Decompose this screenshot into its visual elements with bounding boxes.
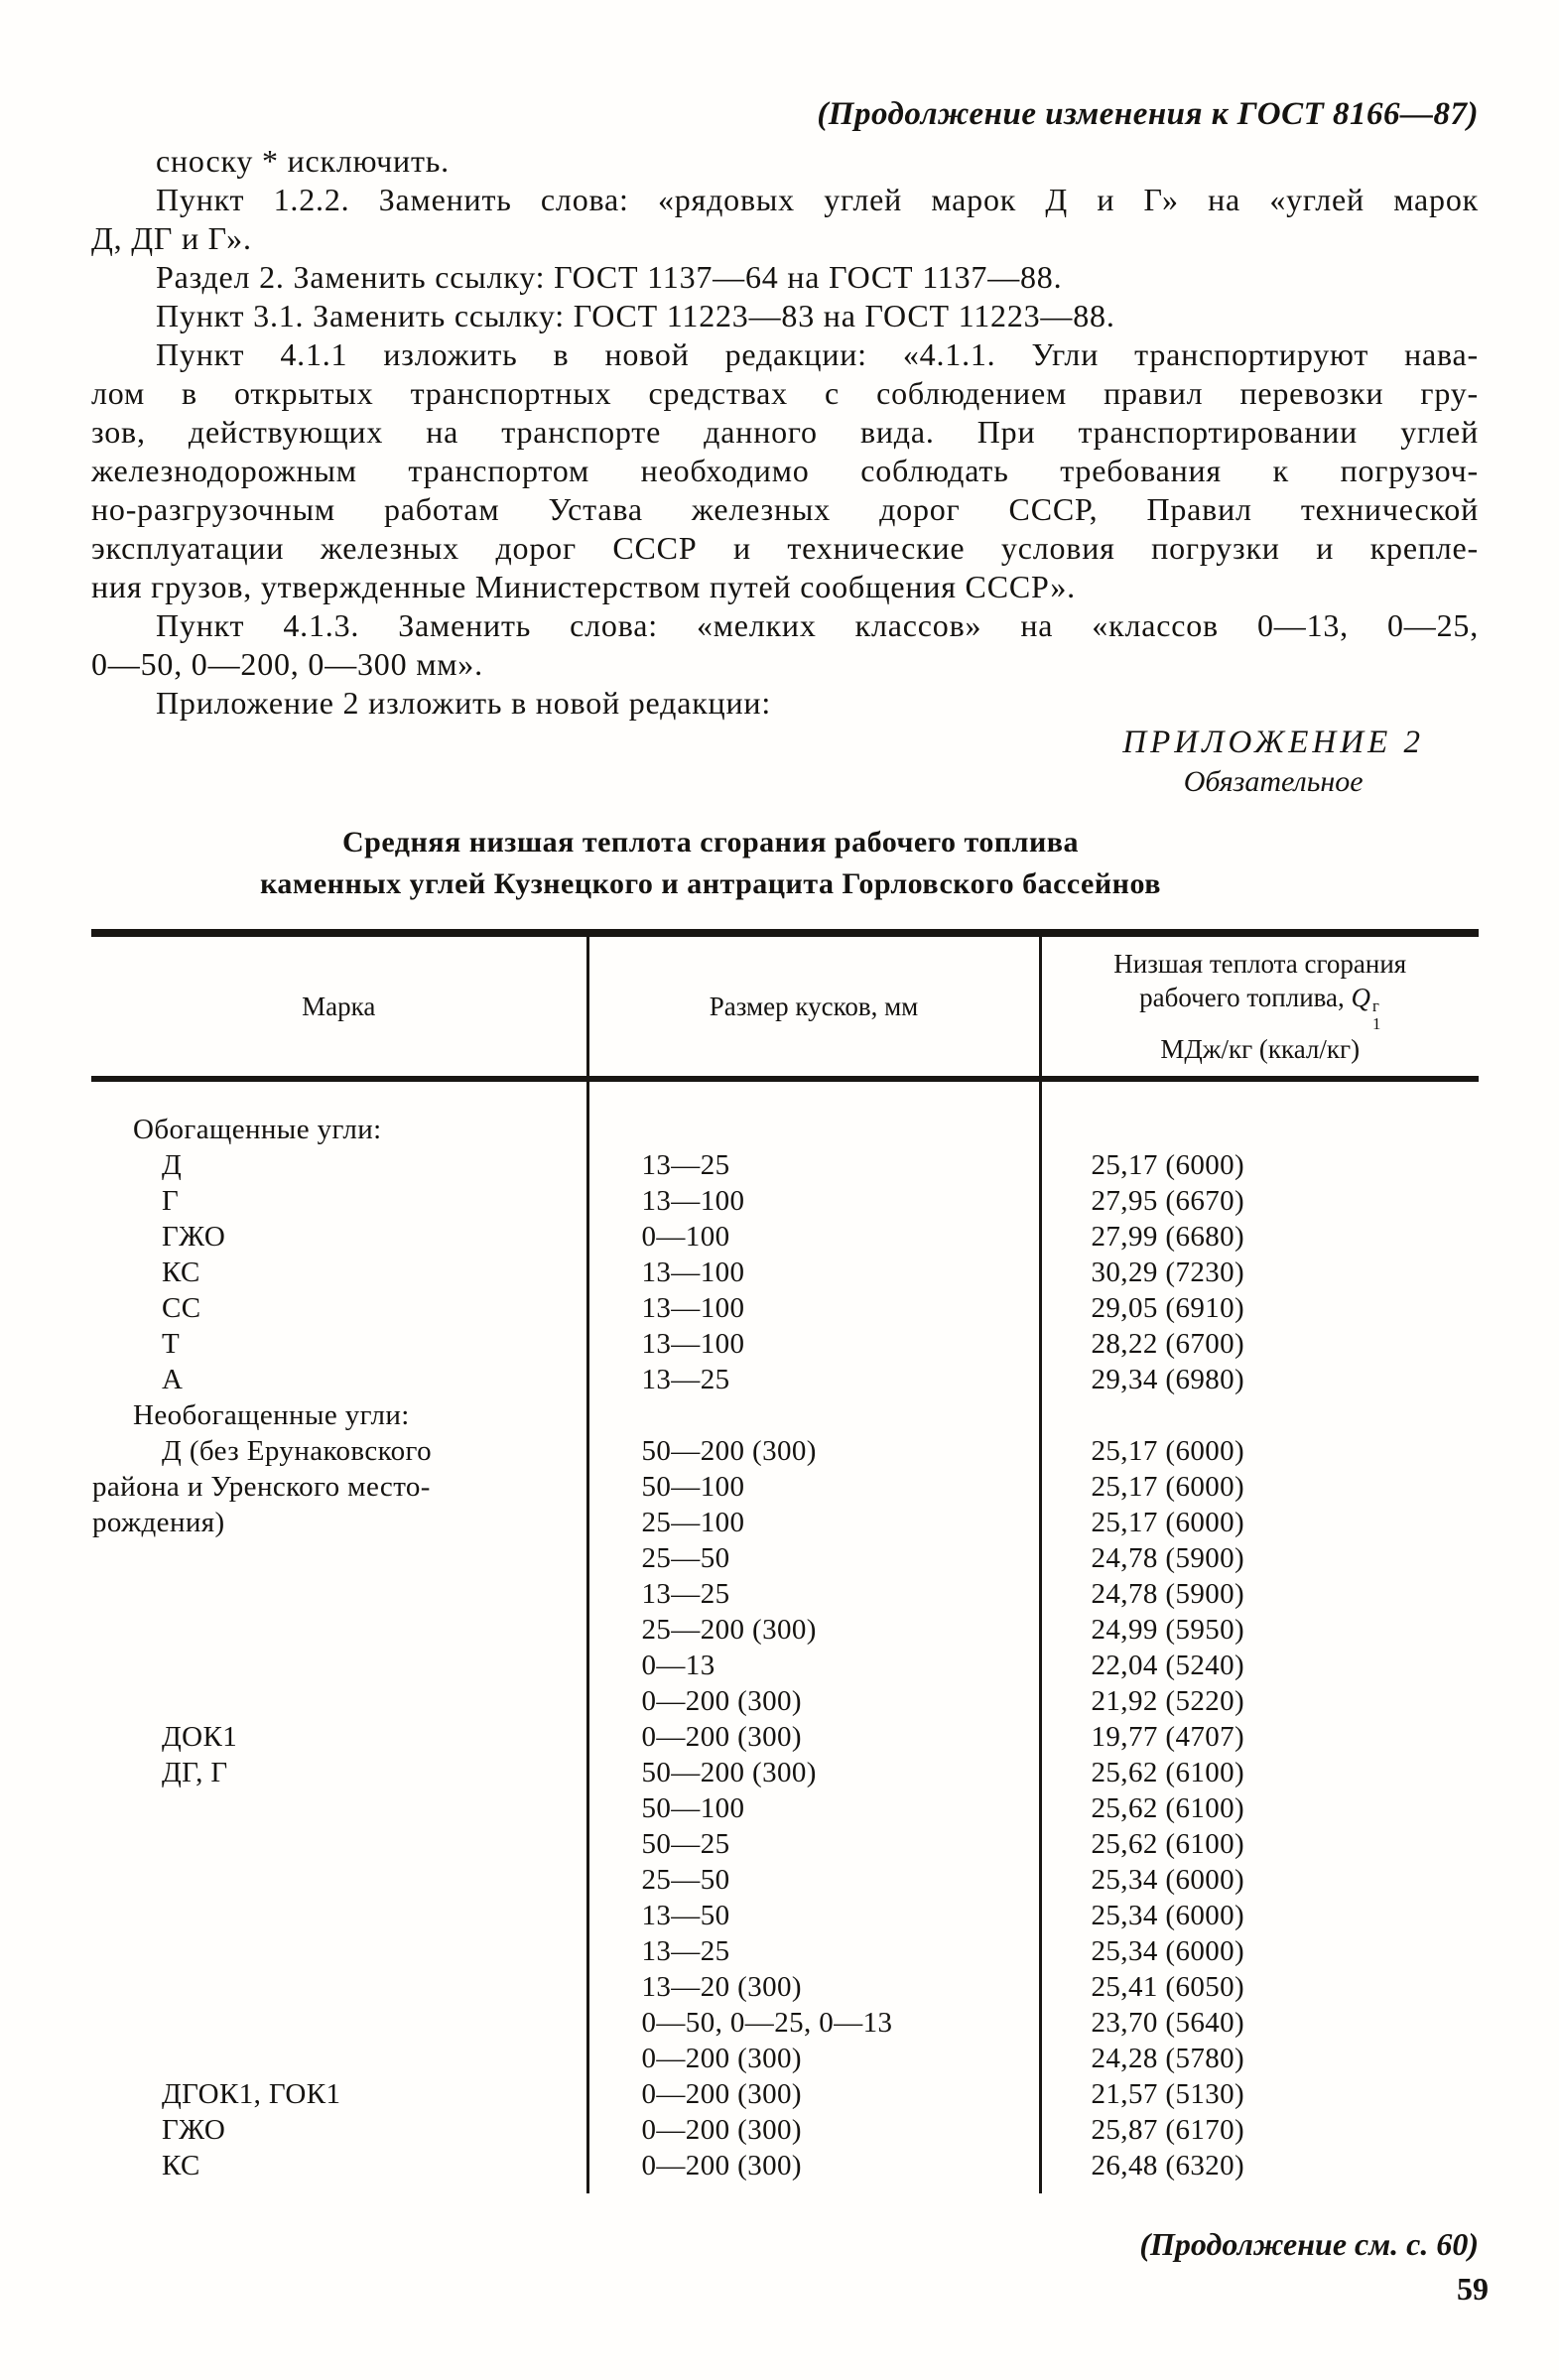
cell-size: 0—200 (300) [587,2041,1040,2076]
cell-heat-value: 21,57 (5130) [1091,2078,1245,2110]
paragraph [91,606,1479,684]
table-title [91,822,1479,905]
cell-size: 0—200 (300) [587,2076,1040,2112]
column-header-size: Размер кусков, мм [587,933,1040,1079]
paragraph-line: Д, ДГ и Г». [91,220,252,256]
continuation-footer: (Продолжение см. с. 60) [1139,2226,1479,2262]
paragraph [91,142,1479,181]
cell-mark [91,2041,587,2076]
cell-size: 50—100 [587,1790,1040,1826]
heat-header-line1: Низшая теплота сгорания [1113,948,1407,979]
table-row [91,1683,1479,1719]
table-row [91,1183,1479,1219]
cell-size: 25—50 [587,1862,1040,1898]
cell-mark: КС [91,2148,587,2183]
paragraph-line: Пункт 4.1.3. Заменить слова: «мелких классов» на «классов 0—13, 0—25, [156,607,1479,643]
cell-heat-value: 24,99 (5950) [1091,1614,1245,1646]
cell-mark: КС [91,1255,587,1290]
page-number: 59 [1457,2271,1489,2307]
cell-heat-value: 25,62 (6100) [1091,1792,1245,1824]
cell-mark [91,1683,587,1719]
appendix-block [1122,723,1424,800]
cell-size: 13—20 (300) [587,1969,1040,2005]
paragraph-line: лом в открытых транспортных средствах с соблюдением правил перевозки гру- [91,375,1479,411]
table-row [91,1790,1479,1826]
paragraph-line: ния грузов, утвержденные Министерством путей сообщения СССР». [91,569,1076,604]
table-title-line2: каменных углей Кузнецкого и антрацита Горловского бассейнов [260,867,1161,900]
paragraph-line: Пункт 1.2.2. Заменить слова: «рядовых углей марок Д и Г» на «углей марок [156,182,1479,217]
paragraph-line: сноску * исключить. [156,143,450,179]
cell-size: 0—200 (300) [587,1683,1040,1719]
cell-heat-value: 25,62 (6100) [1091,1757,1245,1788]
paragraph [91,297,1479,335]
q-subscript: 1 [1372,1013,1381,1033]
cell-heat-value: 23,70 (5640) [1091,2007,1245,2039]
cell-size: 13—25 [587,1362,1040,1397]
cell-mark: Т [91,1326,587,1362]
table-row [91,2148,1479,2183]
table-row [91,1648,1479,1683]
cell-heat-value: 22,04 (5240) [1091,1650,1245,1681]
heat-header-line2 [1054,981,1468,1033]
cell-size: 0—50, 0—25, 0—13 [587,2005,1040,2041]
cell-size: 13—100 [587,1326,1040,1362]
cell-heat-value: 21,92 (5220) [1091,1685,1245,1717]
table-row [91,1612,1479,1648]
cell-size: 13—25 [587,1933,1040,1969]
cell-mark [91,1898,587,1933]
cell-size: 0—13 [587,1648,1040,1683]
cell-mark [91,1612,587,1648]
table-row [91,1933,1479,1969]
table-row [91,1433,1479,1469]
paragraph-line: Приложение 2 изложить в новой редакции: [156,685,772,721]
q-superscript: г [1372,996,1379,1016]
cell-heat-value: 26,48 (6320) [1091,2150,1245,2182]
cell-heat-value: 25,17 (6000) [1091,1149,1245,1181]
cell-heat-value: 25,34 (6000) [1091,1864,1245,1896]
table-row [91,1469,1479,1505]
cell-size: 50—200 (300) [587,1755,1040,1790]
cell-mark [91,1648,587,1683]
cell-size: 13—25 [587,1147,1040,1183]
q-symbol: Q [1351,982,1371,1012]
cell-mark: рождения) [91,1505,587,1540]
cell-heat-value: 25,34 (6000) [1091,1900,1245,1931]
heat-header-line2-text: рабочего топлива, [1139,982,1352,1012]
cell-mark: ГЖО [91,1219,587,1255]
cell-mark [91,1540,587,1576]
cell-mark: А [91,1362,587,1397]
table-row [91,2112,1479,2148]
table-row [91,1219,1479,1255]
table-row [91,1326,1479,1362]
cell-mark [91,1826,587,1862]
cell-mark: ГЖО [91,2112,587,2148]
cell-mark [91,1790,587,1826]
cell-mark [91,1933,587,1969]
table-row [91,1826,1479,1862]
cell-heat-value: 24,78 (5900) [1091,1578,1245,1610]
cell-mark [91,1862,587,1898]
cell-heat-value: 29,05 (6910) [1091,1292,1245,1324]
cell-mark: Г [91,1183,587,1219]
cell-size [587,1397,1040,1433]
paragraph-line: Пункт 4.1.1 изложить в новой редакции: «4.1.1. Угли транспортируют нава- [156,336,1479,372]
cell-mark: СС [91,1290,587,1326]
body-paragraphs [91,142,1479,723]
cell-heat-value: 25,17 (6000) [1091,1507,1245,1538]
cell-mark: Д (без Ерунаковского [91,1433,587,1469]
cell-mark [91,2005,587,2041]
paragraph [91,181,1479,258]
cell-size: 13—25 [587,1576,1040,1612]
cell-size: 25—50 [587,1540,1040,1576]
cell-size: 0—200 (300) [587,2148,1040,2183]
cell-size: 13—50 [587,1898,1040,1933]
cell-heat-value: 25,17 (6000) [1091,1471,1245,1503]
cell-mark: Д [91,1147,587,1183]
table-row [91,1147,1479,1183]
cell-mark [91,1969,587,2005]
cell-heat-value: 24,78 (5900) [1091,1542,1245,1574]
cell-heat-value: 25,17 (6000) [1091,1435,1245,1467]
cell-heat-value: 28,22 (6700) [1091,1328,1245,1360]
cell-heat-value: 25,87 (6170) [1091,2114,1245,2146]
heat-header-line3: МДж/кг (ккал/кг) [1160,1034,1361,1065]
table-row [91,2076,1479,2112]
table-row [91,2041,1479,2076]
cell-heat-value: 29,34 (6980) [1091,1364,1245,1395]
cell-mark: Необогащенные угли: [91,1397,587,1433]
cell-mark: ДГ, Г [91,1755,587,1790]
paragraph-line: эксплуатации железных дорог СССР и технические условия погрузки и крепле- [91,530,1479,566]
table-row [91,2005,1479,2041]
cell-heat-value: 19,77 (4707) [1091,1721,1245,1753]
cell-mark: Обогащенные угли: [91,1079,587,1147]
table-title-line1: Средняя низшая теплота сгорания рабочего топлива [342,826,1079,859]
cell-size: 50—100 [587,1469,1040,1505]
cell-heat-value [1040,1397,1479,1433]
table-row [91,1576,1479,1612]
heat-value-table [91,929,1479,2193]
cell-heat-value: 25,34 (6000) [1091,1935,1245,1967]
cell-heat-value: 24,28 (5780) [1091,2043,1245,2074]
cell-size: 13—100 [587,1290,1040,1326]
cell-size: 25—200 (300) [587,1612,1040,1648]
q-formula [1351,982,1381,1033]
cell-mark: ДОК1 [91,1719,587,1755]
table-row [91,1969,1479,2005]
table-row [91,1862,1479,1898]
paragraph-line: 0—50, 0—200, 0—300 мм». [91,646,483,682]
cell-mark [91,1576,587,1612]
cell-heat-value: 27,99 (6680) [1091,1221,1245,1253]
cell-size: 0—200 (300) [587,2112,1040,2148]
cell-mark: района и Уренского место- [91,1469,587,1505]
paragraph-line: зов, действующих на транспорте данного вида. При транспортировании углей [91,414,1479,450]
cell-heat-value: 25,41 (6050) [1091,1971,1245,2003]
table-row [91,1362,1479,1397]
cell-heat-value: 30,29 (7230) [1091,1256,1245,1288]
column-header-mark: Марка [91,933,587,1079]
paragraph-line: но-разгрузочным работам Устава железных дорог СССР, Правил технической [91,491,1479,527]
table-body [91,1079,1479,2193]
cell-mark: ДГОК1, ГОК1 [91,2076,587,2112]
cell-heat-value: 25,62 (6100) [1091,1828,1245,1860]
appendix-label: ПРИЛОЖЕНИЕ 2 [1122,725,1424,760]
table-tail-row [91,2183,1479,2193]
paragraph-line: железнодорожным транспортом необходимо соблюдать требования к погрузоч- [91,453,1479,488]
cell-heat-value [1040,1079,1479,1147]
cell-size: 25—100 [587,1505,1040,1540]
paragraph-line: Раздел 2. Заменить ссылку: ГОСТ 1137—64 на ГОСТ 1137—88. [156,259,1063,295]
cell-size: 13—100 [587,1183,1040,1219]
paragraph-line: Пункт 3.1. Заменить ссылку: ГОСТ 11223—83 на ГОСТ 11223—88. [156,298,1115,333]
paragraph [91,684,1479,723]
table-row [91,1255,1479,1290]
paragraph [91,258,1479,297]
table-header-row [91,933,1479,1079]
table-row [91,1755,1479,1790]
table-row [91,1719,1479,1755]
cell-size: 13—100 [587,1255,1040,1290]
table-row [91,1540,1479,1576]
appendix-sublabel: Обязательное [1183,765,1364,798]
table-row [91,1898,1479,1933]
table-row [91,1290,1479,1326]
continuation-header: (Продолжение изменения к ГОСТ 8166—87) [817,96,1479,132]
cell-size [587,1079,1040,1147]
page-content [91,94,1479,2264]
table-row [91,1079,1479,1147]
cell-size: 50—200 (300) [587,1433,1040,1469]
cell-size: 50—25 [587,1826,1040,1862]
cell-size: 0—200 (300) [587,1719,1040,1755]
table-row [91,1505,1479,1540]
cell-heat-value: 27,95 (6670) [1091,1185,1245,1217]
appendix-heading [91,723,1424,800]
paragraph [91,335,1479,606]
cell-size: 0—100 [587,1219,1040,1255]
table-row [91,1397,1479,1433]
column-header-heat-value [1040,933,1479,1079]
